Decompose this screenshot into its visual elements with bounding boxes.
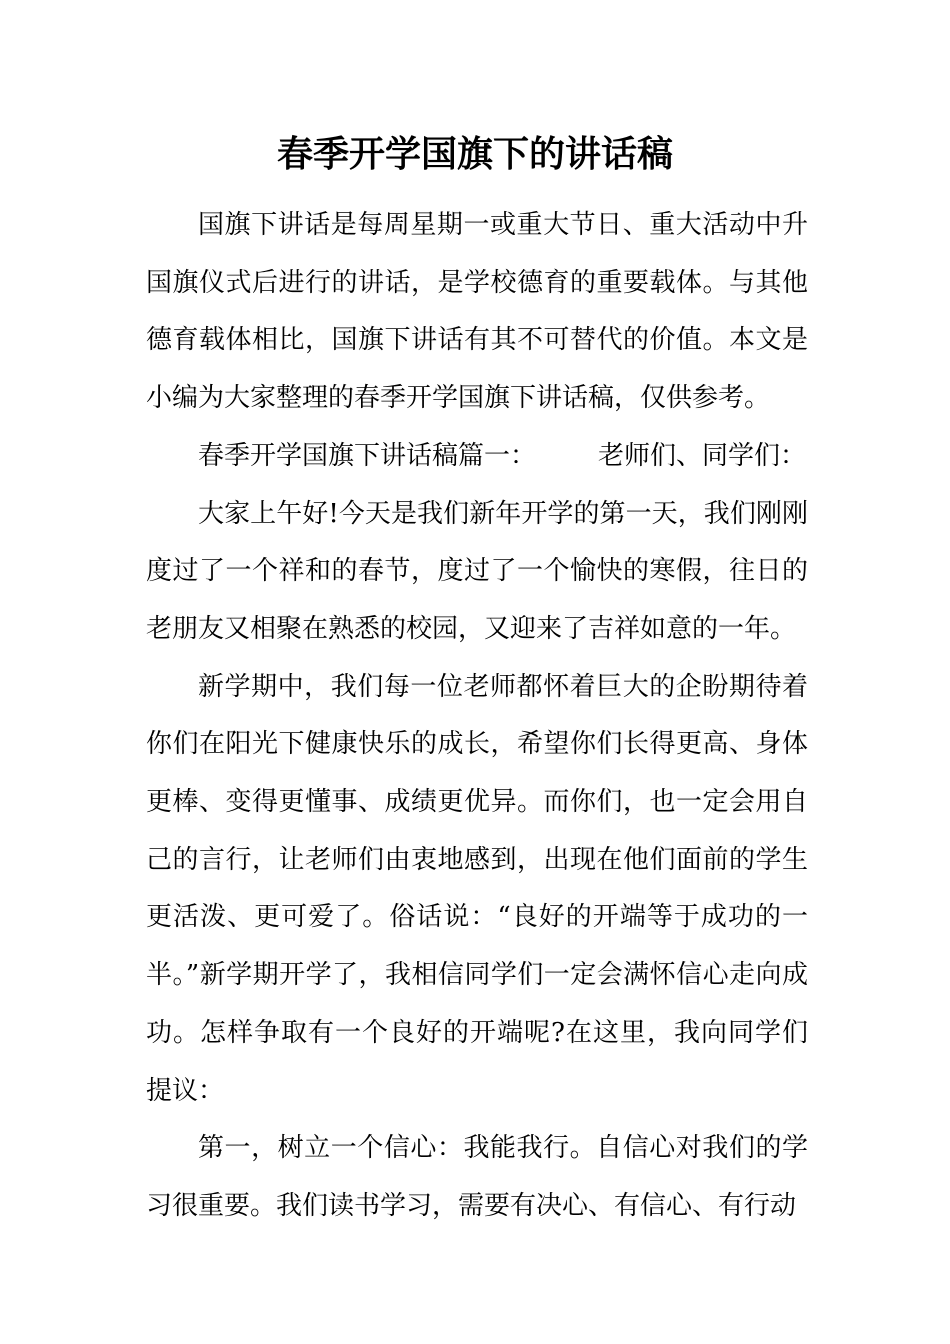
expectation-paragraph: 新学期中，我们每一位老师都怀着巨大的企盼期待着你们在阳光下健康快乐的成长，希望你们长得更高、身体更棒、变得更懂事、成绩更优异。而你们，也一定会用自己的言行，让老师们由衷地感到，出现在他们面前的学生更活泼、更可爱了。俗话说：“良好的开端等于成功的一半。”新学期开学了，我相信同学们一定会满怀信心走向成功。怎样争取有一个良好的开端呢?在这里，我向同学们提议： — [146, 671, 808, 1106]
greeting-paragraph: 大家上午好!今天是我们新年开学的第一天，我们刚刚度过了一个祥和的春节，度过了一个愉快的寒假，往日的老朋友又相聚在熟悉的校园，又迎来了吉祥如意的一年。 — [146, 498, 808, 644]
document-body — [146, 197, 808, 1236]
salutation: 老师们、同学们： — [598, 440, 807, 471]
section-heading-line — [146, 428, 808, 486]
section-heading: 春季开学国旗下讲话稿篇一： — [198, 440, 537, 471]
proposal-paragraph: 第一，树立一个信心：我能我行。自信心对我们的学习很重要。我们读书学习，需要有决心、有信心、有行动 — [146, 1133, 808, 1221]
document-title: 春季开学国旗下的讲话稿 — [276, 133, 673, 175]
intro-paragraph: 国旗下讲话是每周星期一或重大节日、重大活动中升国旗仪式后进行的讲话，是学校德育的重要载体。与其他德育载体相比，国旗下讲话有其不可替代的价值。本文是小编为大家整理的春季开学国旗下讲话稿，仅供参考。 — [146, 210, 808, 414]
